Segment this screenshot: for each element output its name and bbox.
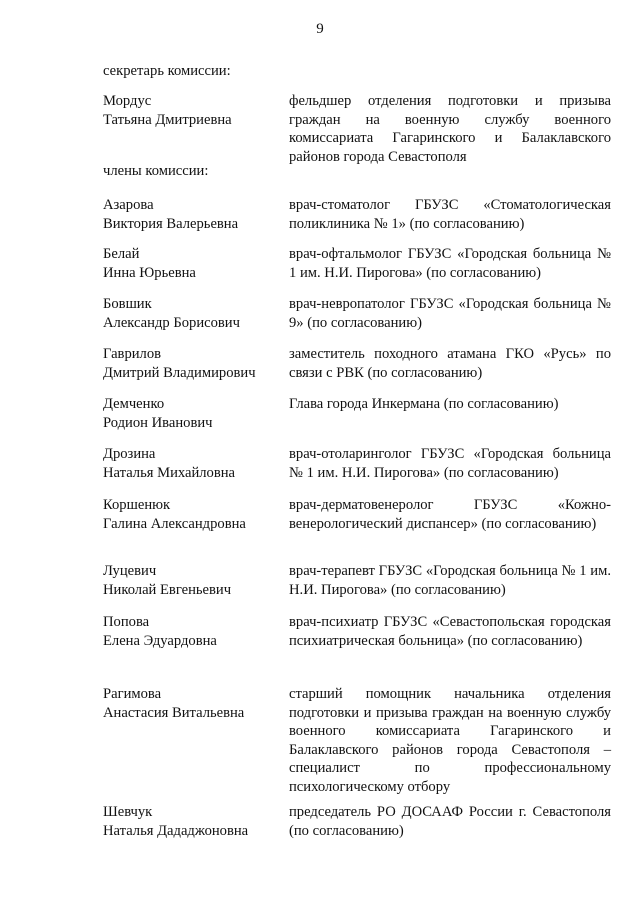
member-surname: Белай: [103, 246, 140, 262]
member-given-name: Елена Эдуардовна: [103, 632, 217, 649]
member-surname: Попова: [103, 614, 150, 630]
member-name: [103, 295, 278, 332]
member-name: [103, 496, 278, 533]
member-surname: Мордус: [103, 93, 152, 109]
member-surname: Демченко: [103, 396, 165, 412]
member-role: врач-терапевт ГБУЗС «Городская больница № 1 им. Н.И. Пирогова» (по согласованию): [289, 563, 611, 598]
member-given-name: Александр Борисович: [103, 314, 240, 331]
member-role: Глава города Инкермана (по согласованию): [289, 396, 559, 412]
member-role: врач-стоматолог ГБУЗС «Стоматологическая поликлиника № 1» (по согласованию): [289, 197, 611, 232]
page-number: 9: [316, 21, 324, 37]
member-name: [103, 803, 278, 840]
member-surname: Луцевич: [103, 563, 157, 579]
member-given-name: Анастасия Витальевна: [103, 704, 245, 721]
member-role: врач-психиатр ГБУЗС «Севастопольская городская психиатрическая больница» (по согласованию): [289, 614, 611, 649]
members-heading: члены комиссии:: [103, 163, 209, 179]
member-role: врач-офтальмолог ГБУЗС «Городская больница № 1 им. Н.И. Пирогова» (по согласованию): [289, 246, 611, 281]
member-surname: Гаврилов: [103, 346, 162, 362]
member-surname: Рагимова: [103, 686, 162, 702]
member-name: [103, 395, 278, 432]
member-name: [103, 685, 278, 722]
member-name: [103, 245, 278, 282]
member-given-name: Родион Иванович: [103, 414, 213, 431]
member-given-name: Наталья Михайловна: [103, 464, 236, 481]
member-surname: Бовшик: [103, 296, 152, 312]
member-surname: Коршенюк: [103, 497, 171, 513]
member-role: врач-невропатолог ГБУЗС «Городская больница № 9» (по согласованию): [289, 296, 611, 331]
member-role: фельдшер отделения подготовки и призыва граждан на военную службу военного комиссариата Гагаринского и Балаклавского районов города Севастополя: [289, 93, 611, 165]
member-name: [103, 613, 278, 650]
member-name: [103, 345, 278, 382]
member-name: [103, 445, 278, 482]
member-name: [103, 92, 278, 129]
member-role: председатель РО ДОСААФ России г. Севастополя (по согласованию): [289, 804, 611, 839]
member-name: [103, 196, 278, 233]
member-given-name: Николай Евгеньевич: [103, 581, 232, 598]
member-name: [103, 562, 278, 599]
member-role: старший помощник начальника отделения подготовки и призыва граждан на военную службу военного комиссариата Гагаринского и Балаклавского районов города Севастополя – специалист по профессиональному психологическому отбору: [289, 686, 611, 795]
member-role: врач-отоларинголог ГБУЗС «Городская больница № 1 им. Н.И. Пирогова» (по согласованию): [289, 446, 611, 481]
secretary-heading: секретарь комиссии:: [103, 63, 231, 79]
member-given-name: Дмитрий Владимирович: [103, 364, 256, 381]
member-given-name: Татьяна Дмитриевна: [103, 111, 232, 128]
member-surname: Дрозина: [103, 446, 156, 462]
member-given-name: Виктория Валерьевна: [103, 215, 239, 232]
member-given-name: Инна Юрьевна: [103, 264, 196, 281]
member-surname: Шевчук: [103, 804, 153, 820]
member-surname: Азарова: [103, 197, 154, 213]
member-given-name: Галина Александровна: [103, 515, 246, 532]
member-given-name: Наталья Дададжоновна: [103, 822, 249, 839]
member-role: заместитель походного атамана ГКО «Русь» по связи с РВК (по согласованию): [289, 346, 611, 381]
member-role: врач-дерматовенеролог ГБУЗС «Кожно-венерологический диспансер» (по согласованию): [289, 497, 611, 532]
